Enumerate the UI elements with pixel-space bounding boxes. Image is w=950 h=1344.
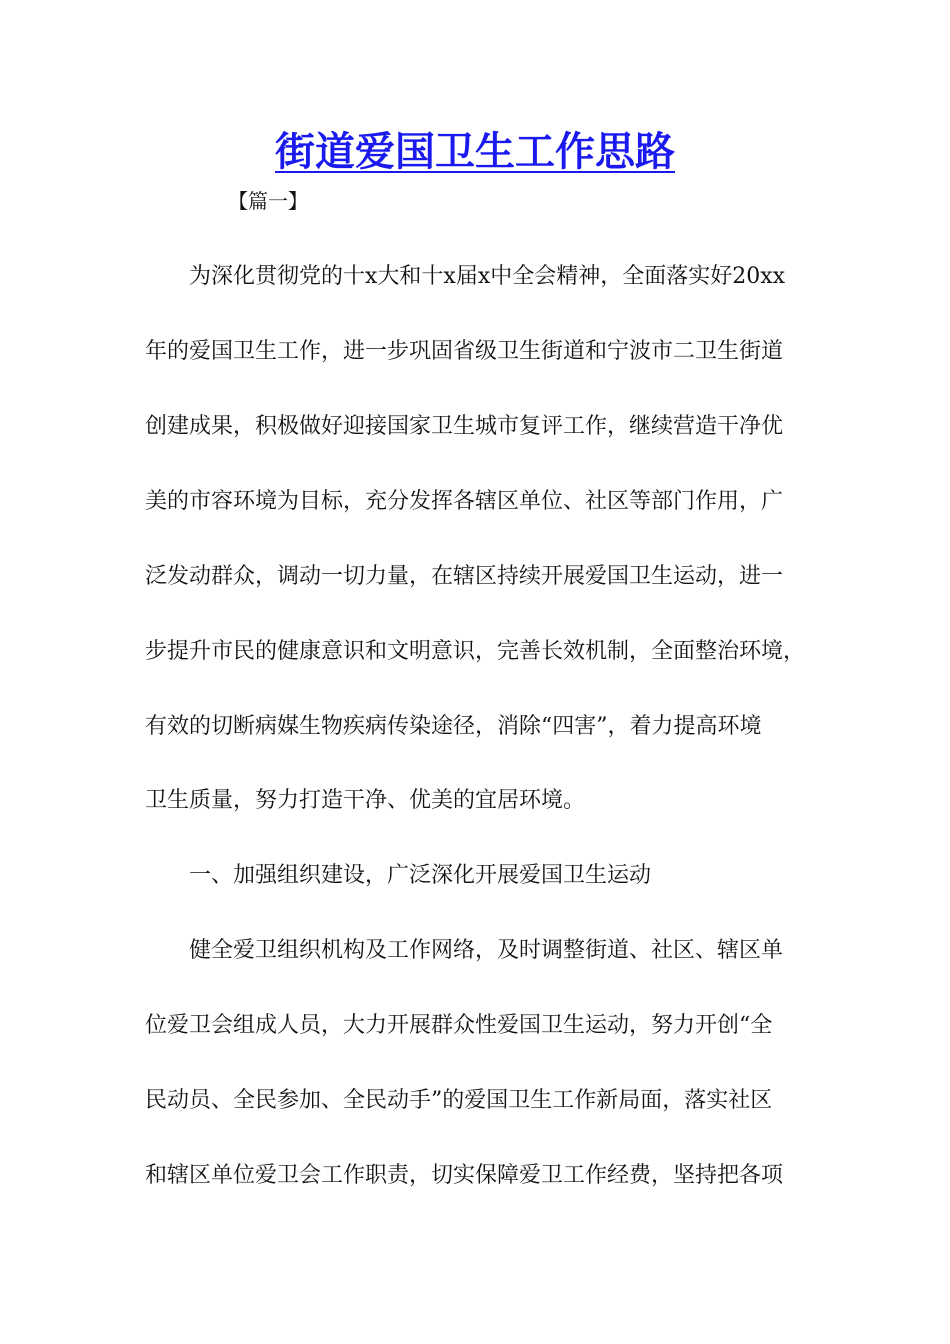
body-line: 健全爱卫组织机构及工作网络，及时调整街道、社区、辖区单 [145,938,784,963]
body-line: 和辖区单位爱卫会工作职责，切实保障爱卫工作经费，坚持把各项 [145,1163,784,1188]
body-line: 为深化贯彻党的十x大和十x届x中全会精神，全面落实好20xx [145,264,786,289]
body-line: 位爱卫会组成人员，大力开展群众性爱国卫生运动，努力开创“全 [145,1013,773,1038]
body-line: 美的市容环境为目标，充分发挥各辖区单位、社区等部门作用，广 [145,489,784,514]
section-heading: 一、加强组织建设，广泛深化开展爱国卫生运动 [145,863,652,888]
body-line: 有效的切断病媒生物疾病传染途径，消除“四害”，着力提高环境 [145,714,762,739]
body-line: 步提升市民的健康意识和文明意识，完善长效机制，全面整治环境， [145,639,806,664]
body-line: 创建成果，积极做好迎接国家卫生城市复评工作，继续营造干净优 [145,414,784,439]
document-title-link[interactable]: 街道爱国卫生工作思路 [275,128,675,175]
body-line: 卫生质量，努力打造干净、优美的宜居环境。 [145,788,586,813]
body-line: 泛发动群众，调动一切力量，在辖区持续开展爱国卫生运动，进一 [145,564,784,589]
body-line: 民动员、全民参加、全民动手”的爱国卫生工作新局面，落实社区 [145,1088,773,1113]
document-title [0,122,950,182]
section-label: 【篇一】 [228,189,308,213]
body-line: 年的爱国卫生工作，进一步巩固省级卫生街道和宁波市二卫生街道 [145,339,784,364]
